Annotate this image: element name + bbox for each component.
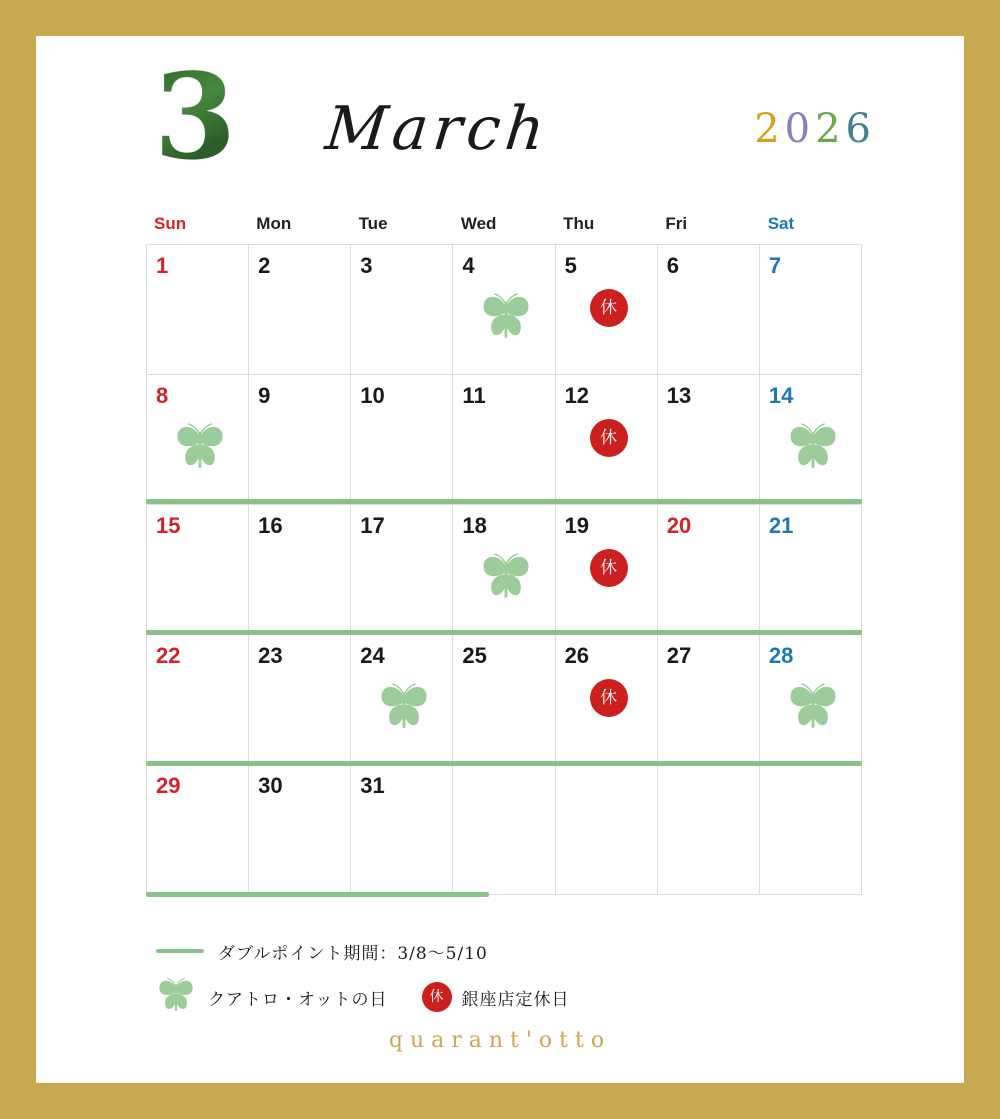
calendar-day-cell[interactable] [760, 505, 862, 635]
legend [156, 928, 856, 1020]
calendar-day-cell[interactable] [147, 765, 249, 895]
calendar-page [36, 36, 964, 1083]
calendar-day-cell[interactable] [453, 635, 555, 765]
closed-day-badge: 休 [590, 679, 628, 717]
calendar-day-cell[interactable] [147, 375, 249, 505]
calendar-day-cell[interactable] [658, 505, 760, 635]
butterfly-icon [156, 976, 196, 1018]
double-point-bar [146, 892, 489, 897]
year-label [754, 106, 876, 152]
year-digit-1: 2 [754, 106, 785, 152]
day-number: 27 [666, 643, 692, 668]
day-number: 1 [156, 253, 169, 278]
day-number: 6 [666, 253, 679, 278]
butterfly-icon [479, 551, 533, 607]
calendar-day-cell[interactable] [453, 245, 555, 375]
day-number: 21 [768, 513, 794, 538]
day-number: 23 [258, 643, 283, 668]
day-number: 5 [564, 253, 577, 278]
butterfly-label: クアトロ・オットの日 [208, 989, 388, 1010]
weekday-header-sat: Sat [767, 214, 795, 233]
day-number: 19 [564, 513, 590, 538]
calendar-day-cell[interactable] [556, 245, 658, 375]
butterfly-icon [786, 681, 840, 737]
day-number: 4 [462, 253, 475, 278]
calendar-day-cell[interactable] [351, 505, 453, 635]
closed-day-badge: 休 [590, 289, 628, 327]
closed-day-badge: 休 [590, 419, 628, 457]
calendar-day-cell[interactable] [556, 505, 658, 635]
calendar-day-cell[interactable] [453, 505, 555, 635]
calendar-day-cell[interactable] [249, 635, 351, 765]
weekday-header-thu: Thu [563, 214, 595, 233]
butterfly-icon [786, 421, 840, 477]
calendar-day-cell[interactable] [351, 635, 453, 765]
calendar-empty-cell [556, 765, 658, 895]
day-number: 12 [564, 383, 590, 408]
day-number: 14 [768, 383, 794, 408]
calendar-day-cell[interactable] [147, 505, 249, 635]
day-number: 18 [462, 513, 487, 538]
day-number: 16 [258, 513, 283, 538]
double-point-label: ダブルポイント期間：3/8〜5/10 [218, 943, 488, 964]
day-number: 13 [666, 383, 692, 408]
closed-mark-icon: 休 [422, 982, 452, 1012]
closed-day-badge: 休 [590, 549, 628, 587]
double-point-line-icon [156, 949, 204, 953]
day-number: 28 [768, 643, 794, 668]
calendar-day-cell[interactable] [147, 635, 249, 765]
weekday-header-mon: Mon [256, 214, 292, 233]
day-number: 3 [360, 253, 373, 278]
day-number: 31 [360, 773, 385, 798]
calendar-day-cell[interactable] [760, 245, 862, 375]
calendar-day-cell[interactable] [147, 245, 249, 375]
day-number: 30 [258, 773, 283, 798]
calendar-grid-container [146, 214, 862, 895]
day-number: 22 [156, 643, 181, 668]
calendar-day-cell[interactable] [658, 375, 760, 505]
legend-row-double-point [156, 928, 856, 974]
calendar-day-cell[interactable] [556, 635, 658, 765]
weekday-header-fri: Fri [665, 214, 688, 233]
closed-label: 銀座店定休日 [461, 989, 570, 1010]
day-number: 8 [156, 383, 169, 408]
butterfly-icon [377, 681, 431, 737]
weekday-header-sun: Sun [154, 214, 187, 233]
month-name: March [322, 94, 553, 164]
day-number: 29 [156, 773, 181, 798]
calendar-day-cell[interactable] [351, 375, 453, 505]
weekday-header-wed: Wed [460, 214, 497, 233]
day-number: 7 [768, 253, 782, 278]
double-point-bar [146, 630, 862, 635]
calendar-empty-cell [453, 765, 555, 895]
calendar-day-cell[interactable] [249, 375, 351, 505]
butterfly-icon [479, 291, 533, 347]
day-number: 20 [666, 513, 692, 538]
year-digit-4: 6 [845, 106, 876, 152]
day-number: 2 [258, 253, 271, 278]
year-digit-3: 2 [815, 106, 846, 152]
calendar-day-cell[interactable] [760, 635, 862, 765]
weekday-header-row [146, 214, 862, 244]
weekday-header-tue: Tue [358, 214, 388, 233]
day-number: 17 [360, 513, 385, 538]
calendar-day-cell[interactable] [453, 375, 555, 505]
day-number: 9 [258, 383, 271, 408]
calendar-day-cell[interactable] [249, 245, 351, 375]
year-digit-2: 0 [784, 106, 816, 152]
day-number: 11 [462, 383, 486, 408]
calendar-empty-cell [760, 765, 862, 895]
calendar-day-cell[interactable] [351, 245, 453, 375]
double-point-bar [146, 499, 862, 504]
calendar-header [36, 36, 964, 196]
day-number: 26 [564, 643, 590, 668]
calendar-day-cell[interactable] [556, 375, 658, 505]
day-number: 15 [156, 513, 181, 538]
calendar-day-cell[interactable] [351, 765, 453, 895]
calendar-empty-cell [658, 765, 760, 895]
calendar-day-cell[interactable] [658, 245, 760, 375]
day-number: 25 [462, 643, 487, 668]
legend-row-marks [156, 974, 856, 1020]
double-point-bar [146, 761, 862, 766]
calendar-day-cell[interactable] [249, 765, 351, 895]
day-number: 24 [360, 643, 385, 668]
day-number: 10 [360, 383, 385, 408]
calendar-day-cell[interactable] [658, 635, 760, 765]
month-number: 3 [154, 47, 235, 186]
calendar-day-cell[interactable] [760, 375, 862, 505]
calendar-grid [146, 244, 862, 895]
calendar-day-cell[interactable] [249, 505, 351, 635]
brand-logo: quarant'otto [388, 1028, 612, 1053]
butterfly-icon [173, 421, 227, 477]
